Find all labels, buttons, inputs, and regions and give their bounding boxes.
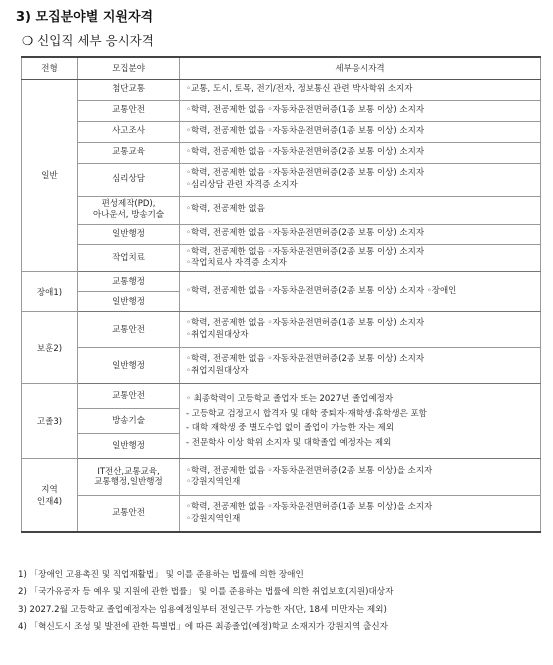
table-row	[22, 142, 541, 163]
footnotes	[18, 567, 393, 637]
table-row	[22, 224, 541, 244]
field-cell: 심리상담	[78, 163, 180, 196]
requirement-cell: ◦ 최종학력이 고등학교 졸업자 또는 2027년 졸업예정자 - 고등학교 검정고시 합격자 및 대학 중퇴자·재학생·휴학생은 포함 - 대학 재학생 중 별도수업 없이 졸업이 가능한 자는 제외 - 전문학사 이상 학위 소지자 및 대학졸업 예정자는 제외	[180, 384, 541, 459]
field-cell: 사고조사	[78, 121, 180, 142]
requirement-cell: ◦학력, 전공제한 없음 ◦자동차운전면허증(1종 보통 이상) 소지자	[180, 121, 541, 142]
field-cell: 교통안전	[78, 312, 180, 348]
table-row	[22, 196, 541, 224]
field-cell: 일반행정	[78, 434, 180, 459]
footnote-1: 1) 「장애인 고용촉진 및 직업재활법」 및 이를 준용하는 법률에 의한 장애인	[18, 570, 304, 580]
field-cell: 첨단교통	[78, 79, 180, 100]
requirement-cell: ◦학력, 전공제한 없음 ◦자동차운전면허증(2종 보통 이상) 소지자	[180, 224, 541, 244]
field-cell: IT전산,교통교육, 교통행정,일반행정	[78, 459, 180, 496]
field-cell: 편성제작(PD), 아나운서, 방송기술	[78, 196, 180, 224]
table-row	[22, 244, 541, 272]
table-row	[22, 496, 541, 532]
table-row	[22, 163, 541, 196]
category-veteran: 보훈2)	[22, 312, 78, 384]
table-row	[22, 121, 541, 142]
section-subheading: ❍ 신입직 세부 응시자격	[22, 33, 154, 48]
field-cell: 교통교육	[78, 142, 180, 163]
section-heading: 3) 모집분야별 지원자격	[16, 10, 154, 25]
field-cell: 교통안전	[78, 100, 180, 121]
qualification-table	[21, 56, 541, 533]
field-cell: 일반행정	[78, 224, 180, 244]
table-row	[22, 348, 541, 384]
field-cell: 교통안전	[78, 384, 180, 409]
requirement-cell: ◦학력, 전공제한 없음 ◦자동차운전면허증(1종 보통 이상) 소지자 ◦취업지원대상자	[180, 312, 541, 348]
footnote-3: 3) 2027.2월 고등학교 졸업예정자는 임용예정일부터 전일근무 가능한 자(단, 18세 미만자는 제외)	[18, 604, 387, 615]
requirement-cell: ◦학력, 전공제한 없음 ◦자동차운전면허증(2종 보통 이상) 소지자 ◦작업치료사 자격증 소지자	[180, 244, 541, 272]
table-row	[22, 100, 541, 121]
table-row	[22, 272, 541, 292]
field-cell: 일반행정	[78, 292, 180, 312]
field-cell: 교통안전	[78, 496, 180, 532]
footnote-4: 4) 「혁신도시 조성 및 발전에 관한 특별법」에 따른 최종졸업(예정)학교 소재지가 강원지역 출신자	[18, 622, 388, 633]
field-cell: 일반행정	[78, 348, 180, 384]
field-cell: 교통행정	[78, 272, 180, 292]
requirement-cell: ◦학력, 전공제한 없음 ◦자동차운전면허증(1종 보통 이상)을 소지자 ◦강원지역인재	[180, 496, 541, 532]
field-cell: 작업치료	[78, 244, 180, 272]
category-highschool: 고졸3)	[22, 384, 78, 459]
category-disability: 장애1)	[22, 272, 78, 312]
header-category: 전형	[22, 57, 78, 79]
requirement-cell: ◦학력, 전공제한 없음	[180, 196, 541, 224]
table-row	[22, 79, 541, 100]
requirement-cell: ◦학력, 전공제한 없음 ◦자동차운전면허증(1종 보통 이상) 소지자	[180, 100, 541, 121]
table-row	[22, 384, 541, 409]
table-header-row	[22, 57, 541, 79]
footnote-2: 2) 「국가유공자 등 예우 및 지원에 관한 법률」 및 이를 준용하는 법률에 의한 취업보호(지원)대상자	[18, 587, 394, 598]
table-row	[22, 312, 541, 348]
field-cell: 방송기술	[78, 409, 180, 434]
category-general: 일반	[22, 79, 78, 272]
requirement-cell: ◦학력, 전공제한 없음 ◦자동차운전면허증(2종 보통 이상) 소지자 ◦장애인	[180, 272, 541, 312]
requirement-cell: ◦학력, 전공제한 없음 ◦자동차운전면허증(2종 보통 이상) 소지자	[180, 142, 541, 163]
requirement-cell: ◦학력, 전공제한 없음 ◦자동차운전면허증(2종 보통 이상) 소지자 ◦취업지원대상자	[180, 348, 541, 384]
header-field: 모집분야	[78, 57, 180, 79]
table-row	[22, 459, 541, 496]
requirement-cell: ◦학력, 전공제한 없음 ◦자동차운전면허증(2종 보통 이상) 소지자 ◦심리상담 관련 자격증 소지자	[180, 163, 541, 196]
header-requirements: 세부응시자격	[180, 57, 541, 79]
category-regional: 지역 인재4)	[22, 459, 78, 532]
requirement-cell: ◦교통, 도시, 토목, 전기/전자, 정보통신 관련 박사학위 소지자	[180, 79, 541, 100]
requirement-cell: ◦학력, 전공제한 없음 ◦자동차운전면허증(2종 보통 이상)을 소지자 ◦강원지역인재	[180, 459, 541, 496]
